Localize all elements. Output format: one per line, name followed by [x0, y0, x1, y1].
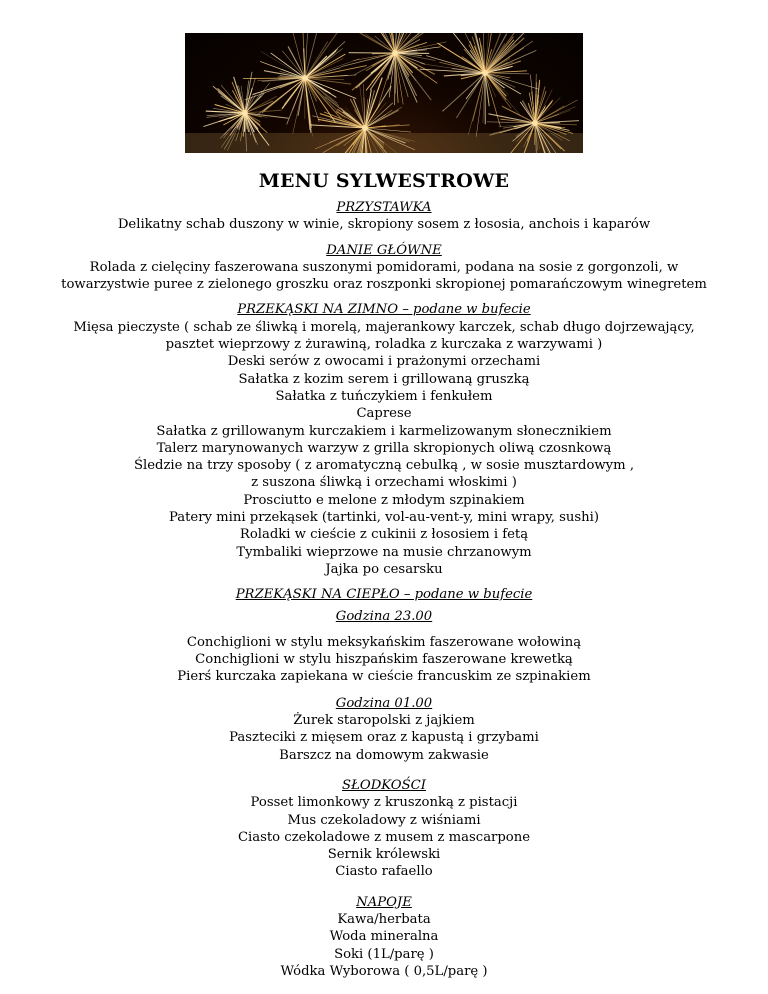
- menu-item: Caprese: [356, 406, 412, 422]
- menu-item: Mięsa pieczyste ( schab ze śliwką i morelą, majerankowy karczek, schab długo dojrzewający,: [73, 319, 695, 335]
- time-heading: Godzina 23.00: [335, 608, 433, 624]
- menu-item: Paszteciki z mięsem oraz z kapustą i grzybami: [229, 730, 539, 746]
- menu-item: Mus czekoladowy z wiśniami: [287, 812, 481, 828]
- menu-item: Śledzie na trzy sposoby ( z aromatyczną cebulką , w sosie musztardowym ,: [133, 458, 635, 474]
- menu-item: Sałatka z kozim serem i grillowaną gruszką: [238, 371, 530, 387]
- section-drinks: [0, 894, 768, 980]
- menu-item: z suszona śliwką i orzechami włoskimi ): [251, 475, 517, 491]
- section-heading: DANIE GŁÓWNE: [326, 242, 442, 258]
- menu-item: Jajka po cesarsku: [325, 561, 443, 577]
- section-heading: SŁODKOŚCI: [342, 777, 426, 793]
- menu-item: Ciasto czekoladowe z musem z mascarpone: [237, 829, 531, 845]
- menu-item: Sernik królewski: [327, 847, 441, 863]
- section-heading: PRZEKĄSKI NA CIEPŁO – podane w bufecie: [235, 587, 533, 603]
- menu-item: Rolada z cielęciny faszerowana suszonymi pomidorami, podana na sosie z gorgonzoli, w: [89, 259, 679, 275]
- menu-item: Patery mini przekąsek (tartinki, vol-au-vent-y, mini wrapy, sushi): [168, 510, 600, 526]
- menu-item: Kawa/herbata: [337, 911, 431, 927]
- menu-item: Posset limonkowy z kruszonką z pistacji: [250, 795, 518, 811]
- section-desserts: [0, 777, 768, 881]
- menu-item: Deski serów z owocami i prażonymi orzechami: [227, 354, 541, 370]
- time-heading: Godzina 01.00: [335, 695, 433, 711]
- page-title: MENU SYLWESTROWE: [258, 170, 510, 192]
- menu-item: Ciasto rafaello: [335, 864, 433, 880]
- menu-item: Wódka Wyborowa ( 0,5L/parę ): [280, 963, 488, 979]
- menu-content: [0, 199, 768, 984]
- menu-item: Talerz marynowanych warzyw z grilla skropionych oliwą czosnkową: [156, 440, 612, 456]
- menu-item: Żurek staropolski z jajkiem: [293, 713, 475, 729]
- section-heading: PRZYSTAWKA: [336, 200, 432, 215]
- menu-item: Barszcz na domowym zakwasie: [279, 747, 489, 763]
- menu-item: Conchiglioni w stylu hiszpańskim faszerowane krewetką: [195, 652, 573, 668]
- section-main: [0, 242, 768, 294]
- menu-item: Soki (1L/parę ): [334, 946, 434, 962]
- fireworks-icon: [185, 33, 583, 153]
- menu-item: pasztet wieprzowy z żurawiną, roladka z kurczaka z warzywami ): [165, 337, 603, 353]
- menu-item: Pierś kurczaka zapiekana w cieście francuskim ze szpinakiem: [177, 669, 591, 685]
- menu-item: Conchiglioni w stylu meksykańskim faszerowane wołowiną: [186, 634, 582, 650]
- menu-item: Sałatka z tuńczykiem i fenkułem: [275, 388, 493, 404]
- menu-item: Prosciutto e melone z młodym szpinakiem: [243, 492, 525, 508]
- section-heading: NAPOJE: [356, 894, 412, 910]
- menu-item: towarzystwie puree z zielonego groszku oraz roszponki skropionej pomarańczowym winegretem: [61, 277, 707, 293]
- section-starter: [0, 199, 768, 234]
- section-heading: PRZEKĄSKI NA ZIMNO – podane w bufecie: [237, 302, 531, 318]
- section-hot: [0, 586, 768, 764]
- menu-item: Woda mineralna: [329, 929, 439, 945]
- fireworks-image: [185, 33, 583, 153]
- menu-item: Tymbaliki wieprzowe na musie chrzanowym: [236, 544, 532, 560]
- section-cold: [0, 301, 768, 578]
- menu-item: Delikatny schab duszony w winie, skropiony sosem z łososia, anchois i kaparów: [117, 217, 651, 233]
- menu-item: Sałatka z grillowanym kurczakiem i karmelizowanym słonecznikiem: [156, 423, 612, 439]
- menu-item: Roladki w cieście z cukinii z łososiem i fetą: [239, 527, 529, 543]
